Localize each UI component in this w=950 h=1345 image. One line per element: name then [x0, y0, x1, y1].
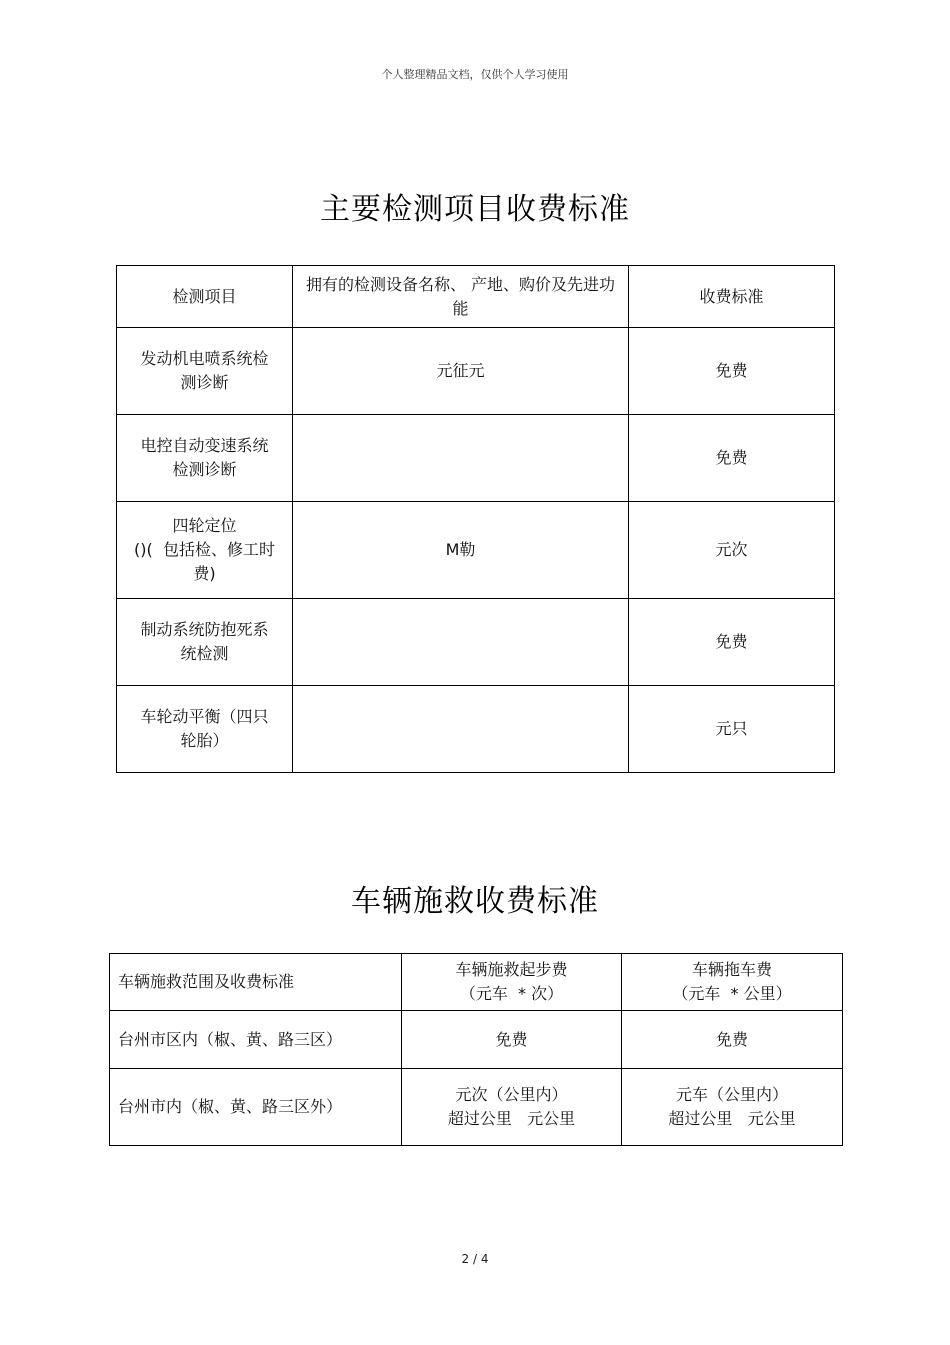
table-row — [117, 415, 835, 502]
inspection-fee-title: 主要检测项目收费标准 — [320, 192, 630, 227]
fee-line: 超过公里 元公里 — [668, 1109, 796, 1128]
table-row — [110, 1069, 843, 1146]
item-cell — [117, 502, 293, 599]
fee-cell: 免费 — [629, 599, 835, 686]
fee-cell: 元只 — [629, 686, 835, 773]
item-cell-line: 四轮定位 — [172, 516, 237, 535]
fee-cell: 元次 — [629, 502, 835, 599]
equipment-cell: M勒 — [293, 502, 629, 599]
fee-cell: 免费 — [629, 328, 835, 415]
header-line: （元车 * 次） — [459, 984, 564, 1003]
equipment-cell — [293, 415, 629, 502]
item-cell: 发动机电喷系统检测诊断 — [117, 328, 293, 415]
item-cell-line: 费) — [193, 564, 216, 583]
item-cell: 车轮动平衡（四只轮胎） — [117, 686, 293, 773]
rescue-fee-title: 车辆施救收费标准 — [351, 884, 599, 919]
table-row — [117, 328, 835, 415]
table-header-row — [117, 266, 835, 328]
header-cell-start-fee — [402, 954, 622, 1011]
inspection-fee-table — [116, 265, 835, 773]
header-cell-fee: 收费标准 — [629, 266, 835, 328]
page-header-note: 个人整理精品文档，仅供个人学习使用 — [381, 68, 569, 81]
header-line: 车辆施救起步费 — [455, 960, 568, 979]
item-cell: 电控自动变速系统检测诊断 — [117, 415, 293, 502]
start-fee-cell — [402, 1069, 622, 1146]
equipment-cell — [293, 599, 629, 686]
item-cell: 制动系统防抱死系统检测 — [117, 599, 293, 686]
table-row — [117, 686, 835, 773]
header-line: （元车 * 公里） — [672, 984, 792, 1003]
equipment-cell — [293, 686, 629, 773]
header-cell-range: 车辆施救范围及收费标准 — [110, 954, 402, 1011]
start-fee-cell: 免费 — [402, 1011, 622, 1069]
table-row — [110, 1011, 843, 1069]
page-number: 2 / 4 — [461, 1252, 489, 1266]
header-cell-equipment: 拥有的检测设备名称、 产地、购价及先进功能 — [293, 266, 629, 328]
table-row — [117, 599, 835, 686]
table-row — [117, 502, 835, 599]
item-cell-line: ()( 包括检、修工时 — [134, 540, 275, 559]
tow-fee-cell — [622, 1069, 843, 1146]
table-header-row — [110, 954, 843, 1011]
range-cell: 台州市区内（椒、黄、路三区） — [110, 1011, 402, 1069]
fee-line: 元次（公里内） — [455, 1085, 568, 1104]
header-cell-tow-fee — [622, 954, 843, 1011]
equipment-cell: 元征元 — [293, 328, 629, 415]
header-line: 车辆拖车费 — [691, 960, 772, 979]
tow-fee-cell: 免费 — [622, 1011, 843, 1069]
range-cell: 台州市内（椒、黄、路三区外） — [110, 1069, 402, 1146]
header-cell-item: 检测项目 — [117, 266, 293, 328]
fee-line: 超过公里 元公里 — [447, 1109, 576, 1128]
fee-line: 元车（公里内） — [675, 1085, 788, 1104]
rescue-fee-table — [109, 953, 843, 1146]
fee-cell: 免费 — [629, 415, 835, 502]
